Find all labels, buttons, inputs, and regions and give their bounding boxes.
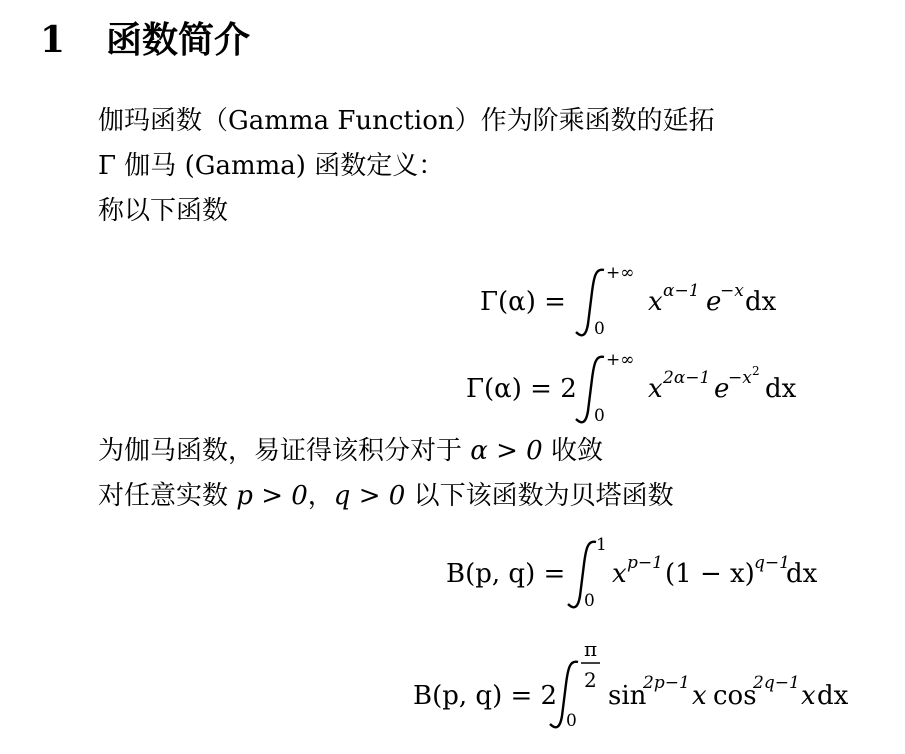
cosine-argument: x [801, 681, 816, 711]
section-title: 函数简介 [106, 19, 251, 61]
text-separator: ， [307, 481, 334, 511]
integral-upper-limit: +∞ [606, 263, 635, 283]
section-number: 1 [40, 19, 66, 61]
integrand-base-x: x [612, 559, 627, 589]
differential: dx [745, 287, 777, 317]
paragraph-gamma-intro: 伽玛函数（Gamma Function）作为阶乘函数的延拓 [98, 106, 715, 136]
integrand-exponent-2-square: 2 [752, 364, 760, 378]
integral-upper-limit: +∞ [606, 350, 635, 370]
math-condition-q: q > 0 [333, 481, 406, 511]
integrand-base-x: x [648, 374, 663, 404]
integral-lower-limit: 0 [584, 591, 595, 611]
integrand-exponent-2: −x [720, 281, 744, 301]
integral-lower-limit: 0 [594, 319, 605, 339]
math-condition-alpha: α > 0 [470, 436, 543, 466]
text-prefix: 为伽马函数，易证得该积分对于 [98, 436, 463, 466]
integrand-base-e: e [706, 287, 722, 317]
differential: dx [765, 374, 797, 404]
equation-beta-trig-integral [0, 632, 905, 742]
paragraph-define-following: 称以下函数 [98, 196, 229, 226]
integrand-exponent-1: p−1 [627, 553, 663, 573]
integral-upper-limit: 1 [596, 535, 607, 555]
text-prefix: 对任意实数 [98, 481, 229, 511]
integrand-base-e: e [714, 374, 730, 404]
text-suffix: 以下该函数为贝塔函数 [413, 481, 674, 511]
equation-lhs: B(p, q) = [446, 559, 566, 589]
integrand-exponent-2: q−1 [754, 553, 790, 573]
sine-function: sin [608, 681, 647, 711]
sine-exponent: 2p−1 [643, 673, 690, 693]
integrand-exponent-2: −x [728, 368, 752, 388]
integrand-exponent-1: α−1 [663, 281, 700, 301]
integral-lower-limit: 0 [594, 406, 605, 426]
cosine-exponent: 2q−1 [753, 673, 800, 693]
integral-upper-denominator: 2 [584, 668, 597, 692]
math-condition-p: p > 0 [236, 481, 308, 511]
differential: dx [817, 681, 849, 711]
equation-lhs: B(p, q) = 2 [413, 681, 558, 711]
paragraph-gamma-convergence [98, 438, 603, 464]
equation-beta-integral [0, 530, 905, 640]
cosine-function: cos [713, 681, 757, 711]
equation-lhs: Γ(α) = 2 [466, 374, 577, 404]
paragraph-gamma-definition: Γ 伽马 (Gamma) 函数定义： [98, 151, 445, 181]
paragraph-beta-intro [98, 483, 674, 509]
integrand-base-x: x [648, 287, 663, 317]
integral-lower-limit: 0 [566, 711, 577, 731]
sine-argument: x [692, 681, 707, 711]
equation-lhs: Γ(α) = [480, 287, 566, 317]
integrand-factor: (1 − x) [665, 559, 755, 589]
integral-upper-numerator: π [584, 637, 598, 661]
differential: dx [786, 559, 818, 589]
text-suffix: 收敛 [550, 436, 603, 466]
section-heading [40, 19, 251, 61]
integrand-exponent-1: 2α−1 [663, 368, 711, 388]
